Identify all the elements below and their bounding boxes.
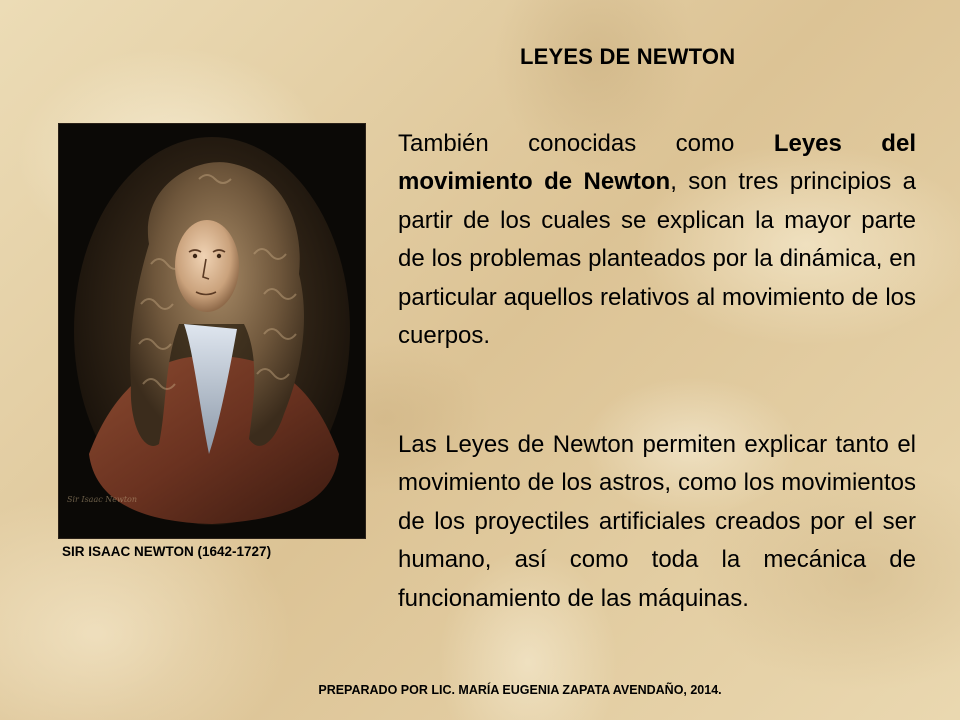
paragraph-intro xyxy=(398,125,916,355)
portrait-caption: SIR ISAAC NEWTON (1642-1727) xyxy=(62,544,272,559)
paragraph-intro-bold: Leyes del movimiento de Newton xyxy=(398,130,916,196)
slide-title: LEYES DE NEWTON xyxy=(520,44,736,69)
portrait-face xyxy=(175,220,239,312)
paragraph-intro-text-2: , son tres principios a partir de los cuales se explican la mayor parte de los problemas planteados por la dinámica, en particular aquellos relativos al movimiento de los cuerpos. xyxy=(398,168,916,350)
newton-portrait-image xyxy=(59,124,365,538)
footer-credit: PREPARADO POR LIC. MARÍA EUGENIA ZAPATA AVENDAÑO, 2014. xyxy=(318,683,722,697)
paragraph-applications: Las Leyes de Newton permiten explicar tanto el movimiento de los astros, como los movimientos de los proyectiles artificiales creados por el ser humano, así como toda la mecánica de funcionamiento de las máquinas. xyxy=(398,431,916,612)
paragraph-intro-text-1: También conocidas como xyxy=(398,130,774,157)
svg-text:Sir Isaac Newton: Sir Isaac Newton xyxy=(67,495,137,504)
portrait-frame xyxy=(58,123,366,539)
portrait-inscription xyxy=(67,495,137,504)
